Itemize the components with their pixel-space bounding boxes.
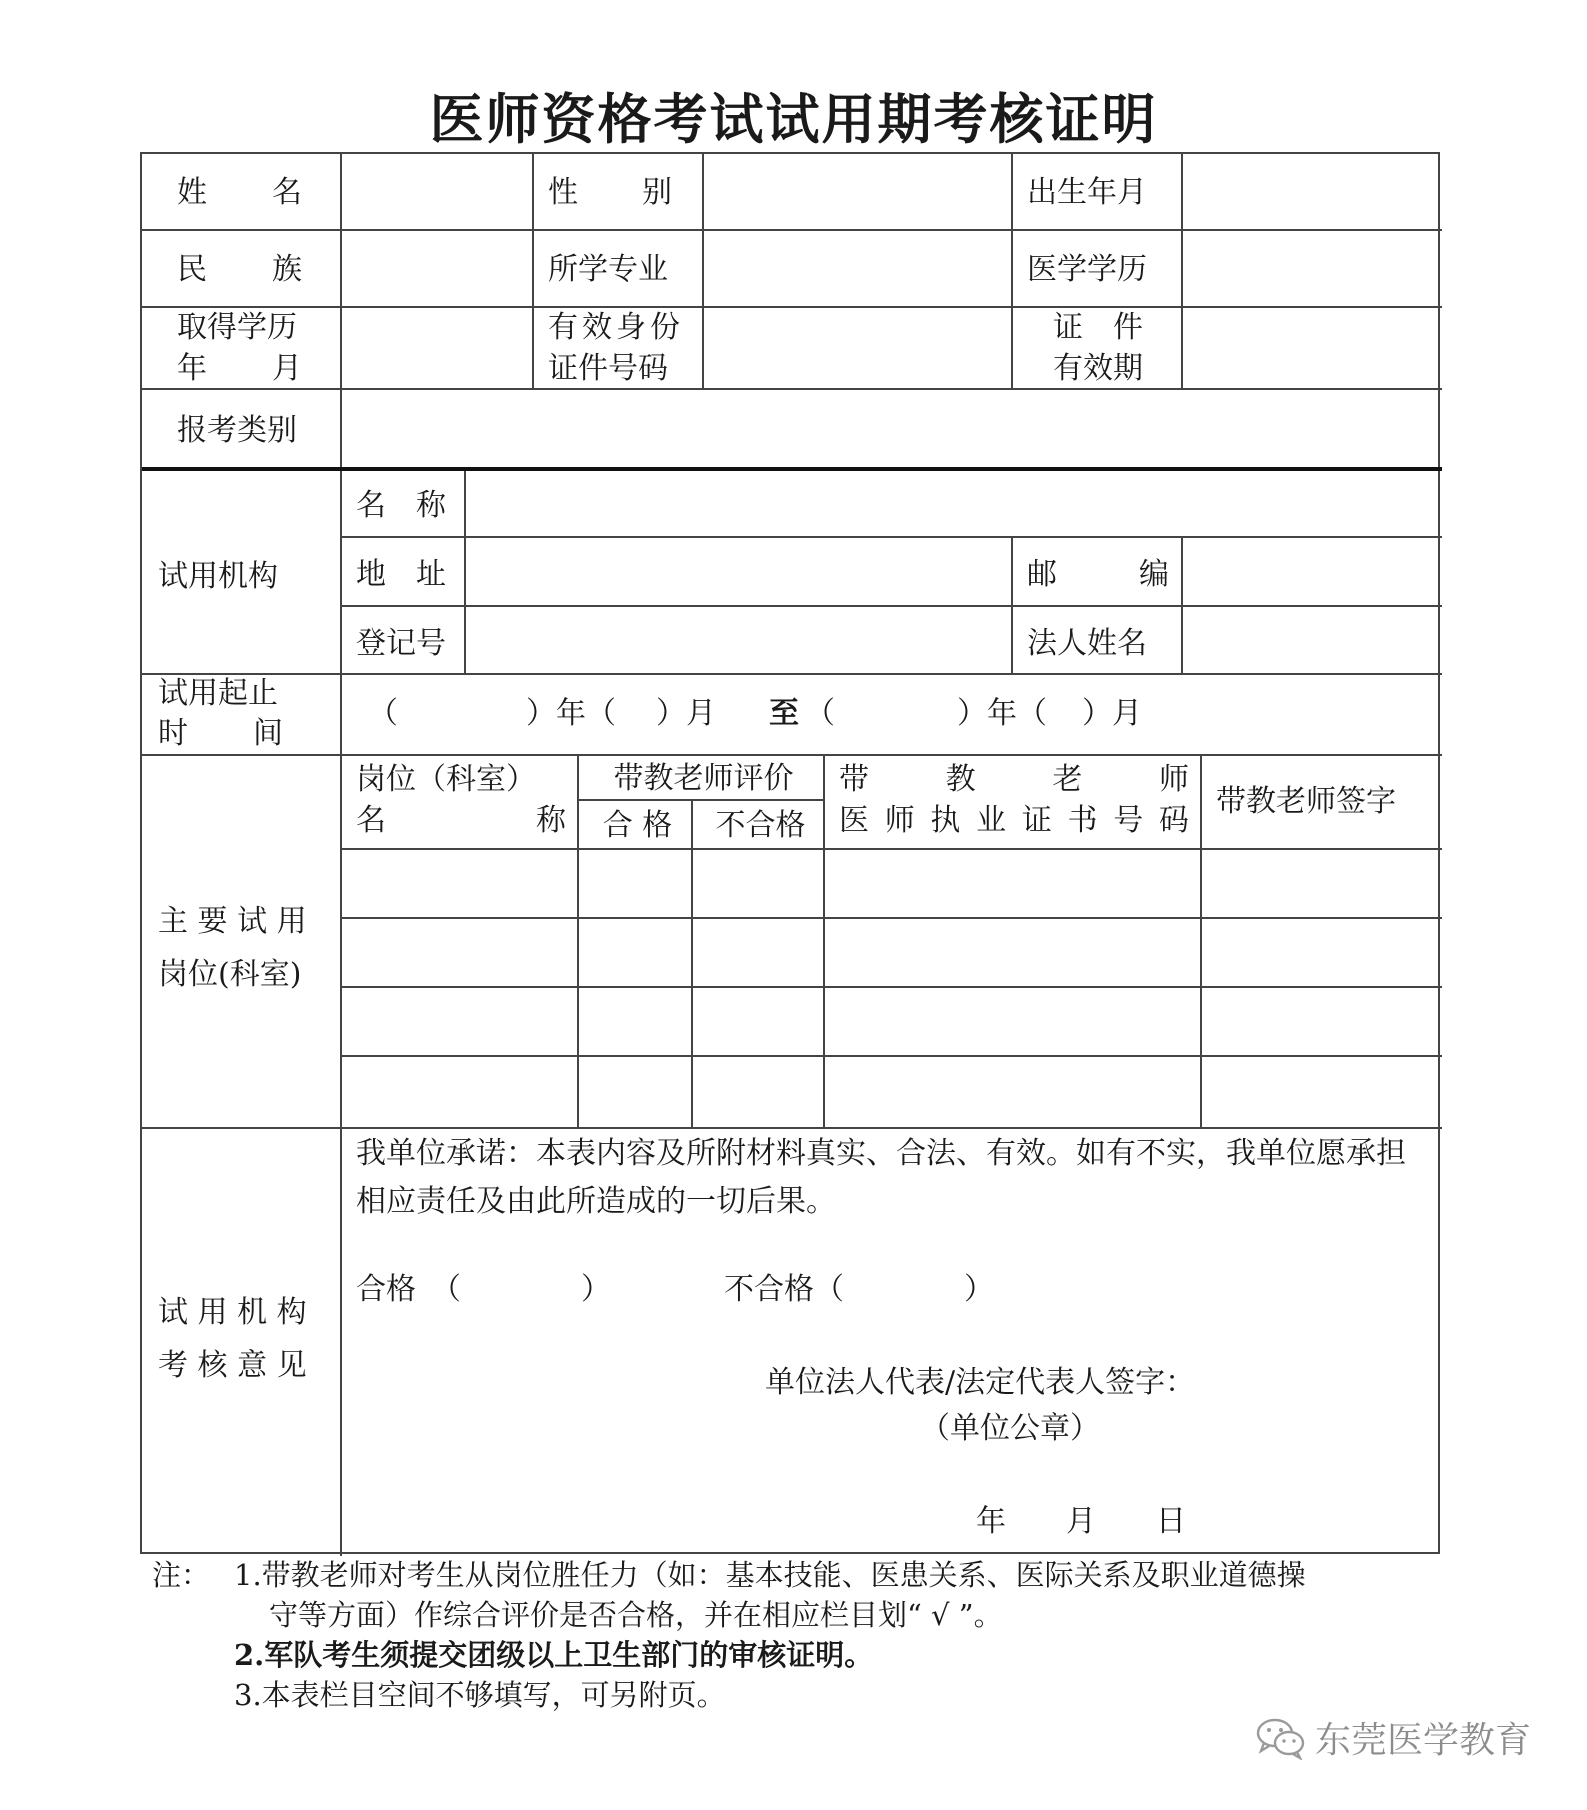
- label-ethnicity: 民 族: [177, 252, 302, 287]
- label-legal-person: 法人姓名: [1027, 626, 1147, 661]
- label-degree-date-l1: 取得学历: [177, 310, 297, 345]
- label-reg-no: 登记号: [356, 626, 446, 661]
- header-post-l2: 名 称: [356, 803, 566, 838]
- label-institution-address: 地 址: [356, 557, 446, 592]
- note-3: 3.本表栏目空间不够填写，可另附页。: [234, 1678, 726, 1712]
- id-number-field[interactable]: [720, 311, 1012, 389]
- label-id-l2: 证件号码: [548, 351, 668, 386]
- header-sign: 带教老师签字: [1216, 784, 1396, 819]
- wechat-icon: [1255, 1716, 1307, 1760]
- label-institution: 试用机构: [158, 559, 278, 594]
- education-field[interactable]: [1189, 234, 1442, 308]
- certificate-form: [140, 152, 1440, 1554]
- table-row[interactable]: [345, 991, 1444, 1057]
- table-row[interactable]: [345, 853, 1444, 919]
- label-posts-l1: 主 要 试 用: [158, 904, 307, 939]
- id-validity-field[interactable]: [1189, 311, 1442, 389]
- label-birth: 出生年月: [1027, 175, 1147, 210]
- watermark: [1255, 1712, 1531, 1763]
- seal-label: （单位公章）: [920, 1411, 1100, 1446]
- date-label: 年 月 日: [976, 1504, 1186, 1539]
- header-post-l1: 岗位（科室）: [356, 762, 536, 797]
- label-name: 姓 名: [177, 175, 302, 210]
- institution-name-field[interactable]: [472, 474, 1442, 538]
- header-cert-l1: 带 教 老 师: [839, 762, 1189, 797]
- label-major: 所学专业: [548, 252, 668, 287]
- label-degree-date-l2: 年 月: [177, 351, 302, 386]
- opinion-fail-option[interactable]: 不合格（ ）: [724, 1272, 994, 1307]
- period-month-1: ）月: [656, 696, 716, 731]
- gender-field[interactable]: [720, 156, 1012, 232]
- birth-field[interactable]: [1189, 156, 1442, 232]
- postcode-field[interactable]: [1189, 541, 1442, 607]
- watermark-text: 东莞医学教育: [1314, 1720, 1531, 1761]
- label-id-l1: 有效身份: [548, 310, 684, 345]
- label-postcode: 邮 编: [1027, 557, 1169, 592]
- period-open-1: （: [368, 696, 398, 731]
- header-pass: 合 格: [602, 808, 673, 843]
- table-row[interactable]: [345, 922, 1444, 988]
- name-field[interactable]: [350, 156, 533, 232]
- header-fail: 不合格: [715, 808, 806, 843]
- label-category: 报考类别: [177, 413, 297, 448]
- label-opinion-l1: 试 用 机 构: [158, 1295, 307, 1330]
- table-row[interactable]: [345, 1060, 1444, 1128]
- label-validity-l1: 证 件: [1053, 310, 1143, 345]
- label-period-l1: 试用起止: [158, 676, 278, 711]
- ethnicity-field[interactable]: [350, 234, 533, 308]
- institution-address-field[interactable]: [472, 541, 1012, 607]
- major-field[interactable]: [720, 234, 1012, 308]
- legal-person-field[interactable]: [1189, 610, 1442, 675]
- label-gender: 性 别: [548, 175, 672, 210]
- label-posts-l2: 岗位(科室): [158, 957, 302, 992]
- pledge-text: 我单位承诺：本表内容及所附材料真实、合法、有效。如有不实，我单位愿承担相应责任及由此所造成的一切后果。: [356, 1136, 1406, 1219]
- reg-no-field[interactable]: [472, 610, 1012, 675]
- header-eval: 带教老师评价: [613, 761, 794, 796]
- label-period-l2: 时 间: [158, 716, 283, 751]
- degree-date-field[interactable]: [350, 311, 533, 389]
- period-to: 至: [769, 696, 799, 731]
- category-field[interactable]: [350, 393, 1442, 469]
- note-1-line-1: 1.带教老师对考生从岗位胜任力（如：基本技能、医患关系、医际关系及职业道德操: [234, 1558, 1306, 1592]
- period-year-2: ）年（: [957, 696, 1047, 731]
- label-education: 医学学历: [1027, 252, 1147, 287]
- signature-label: 单位法人代表/法定代表人签字：: [765, 1365, 1196, 1400]
- label-opinion-l2: 考 核 意 见: [158, 1348, 307, 1383]
- note-2: 2.军队考生须提交团级以上卫生部门的审核证明。: [234, 1638, 874, 1672]
- period-year-1: ）年（: [526, 696, 616, 731]
- period-open-2: （: [805, 696, 835, 731]
- note-1-line-2: 守等方面）作综合评价是否合格，并在相应栏目划“ √ ”。: [269, 1598, 1003, 1632]
- notes-prefix: 注：: [152, 1558, 211, 1592]
- header-cert-l2: 医 师 执 业 证 书 号 码: [839, 803, 1189, 838]
- label-institution-name: 名 称: [356, 488, 446, 523]
- period-month-2: ）月: [1082, 696, 1142, 731]
- page-title: 医师资格考试试用期考核证明: [429, 87, 1158, 151]
- label-validity-l2: 有效期: [1053, 351, 1143, 386]
- opinion-pass-option[interactable]: 合格 （ ）: [356, 1272, 611, 1307]
